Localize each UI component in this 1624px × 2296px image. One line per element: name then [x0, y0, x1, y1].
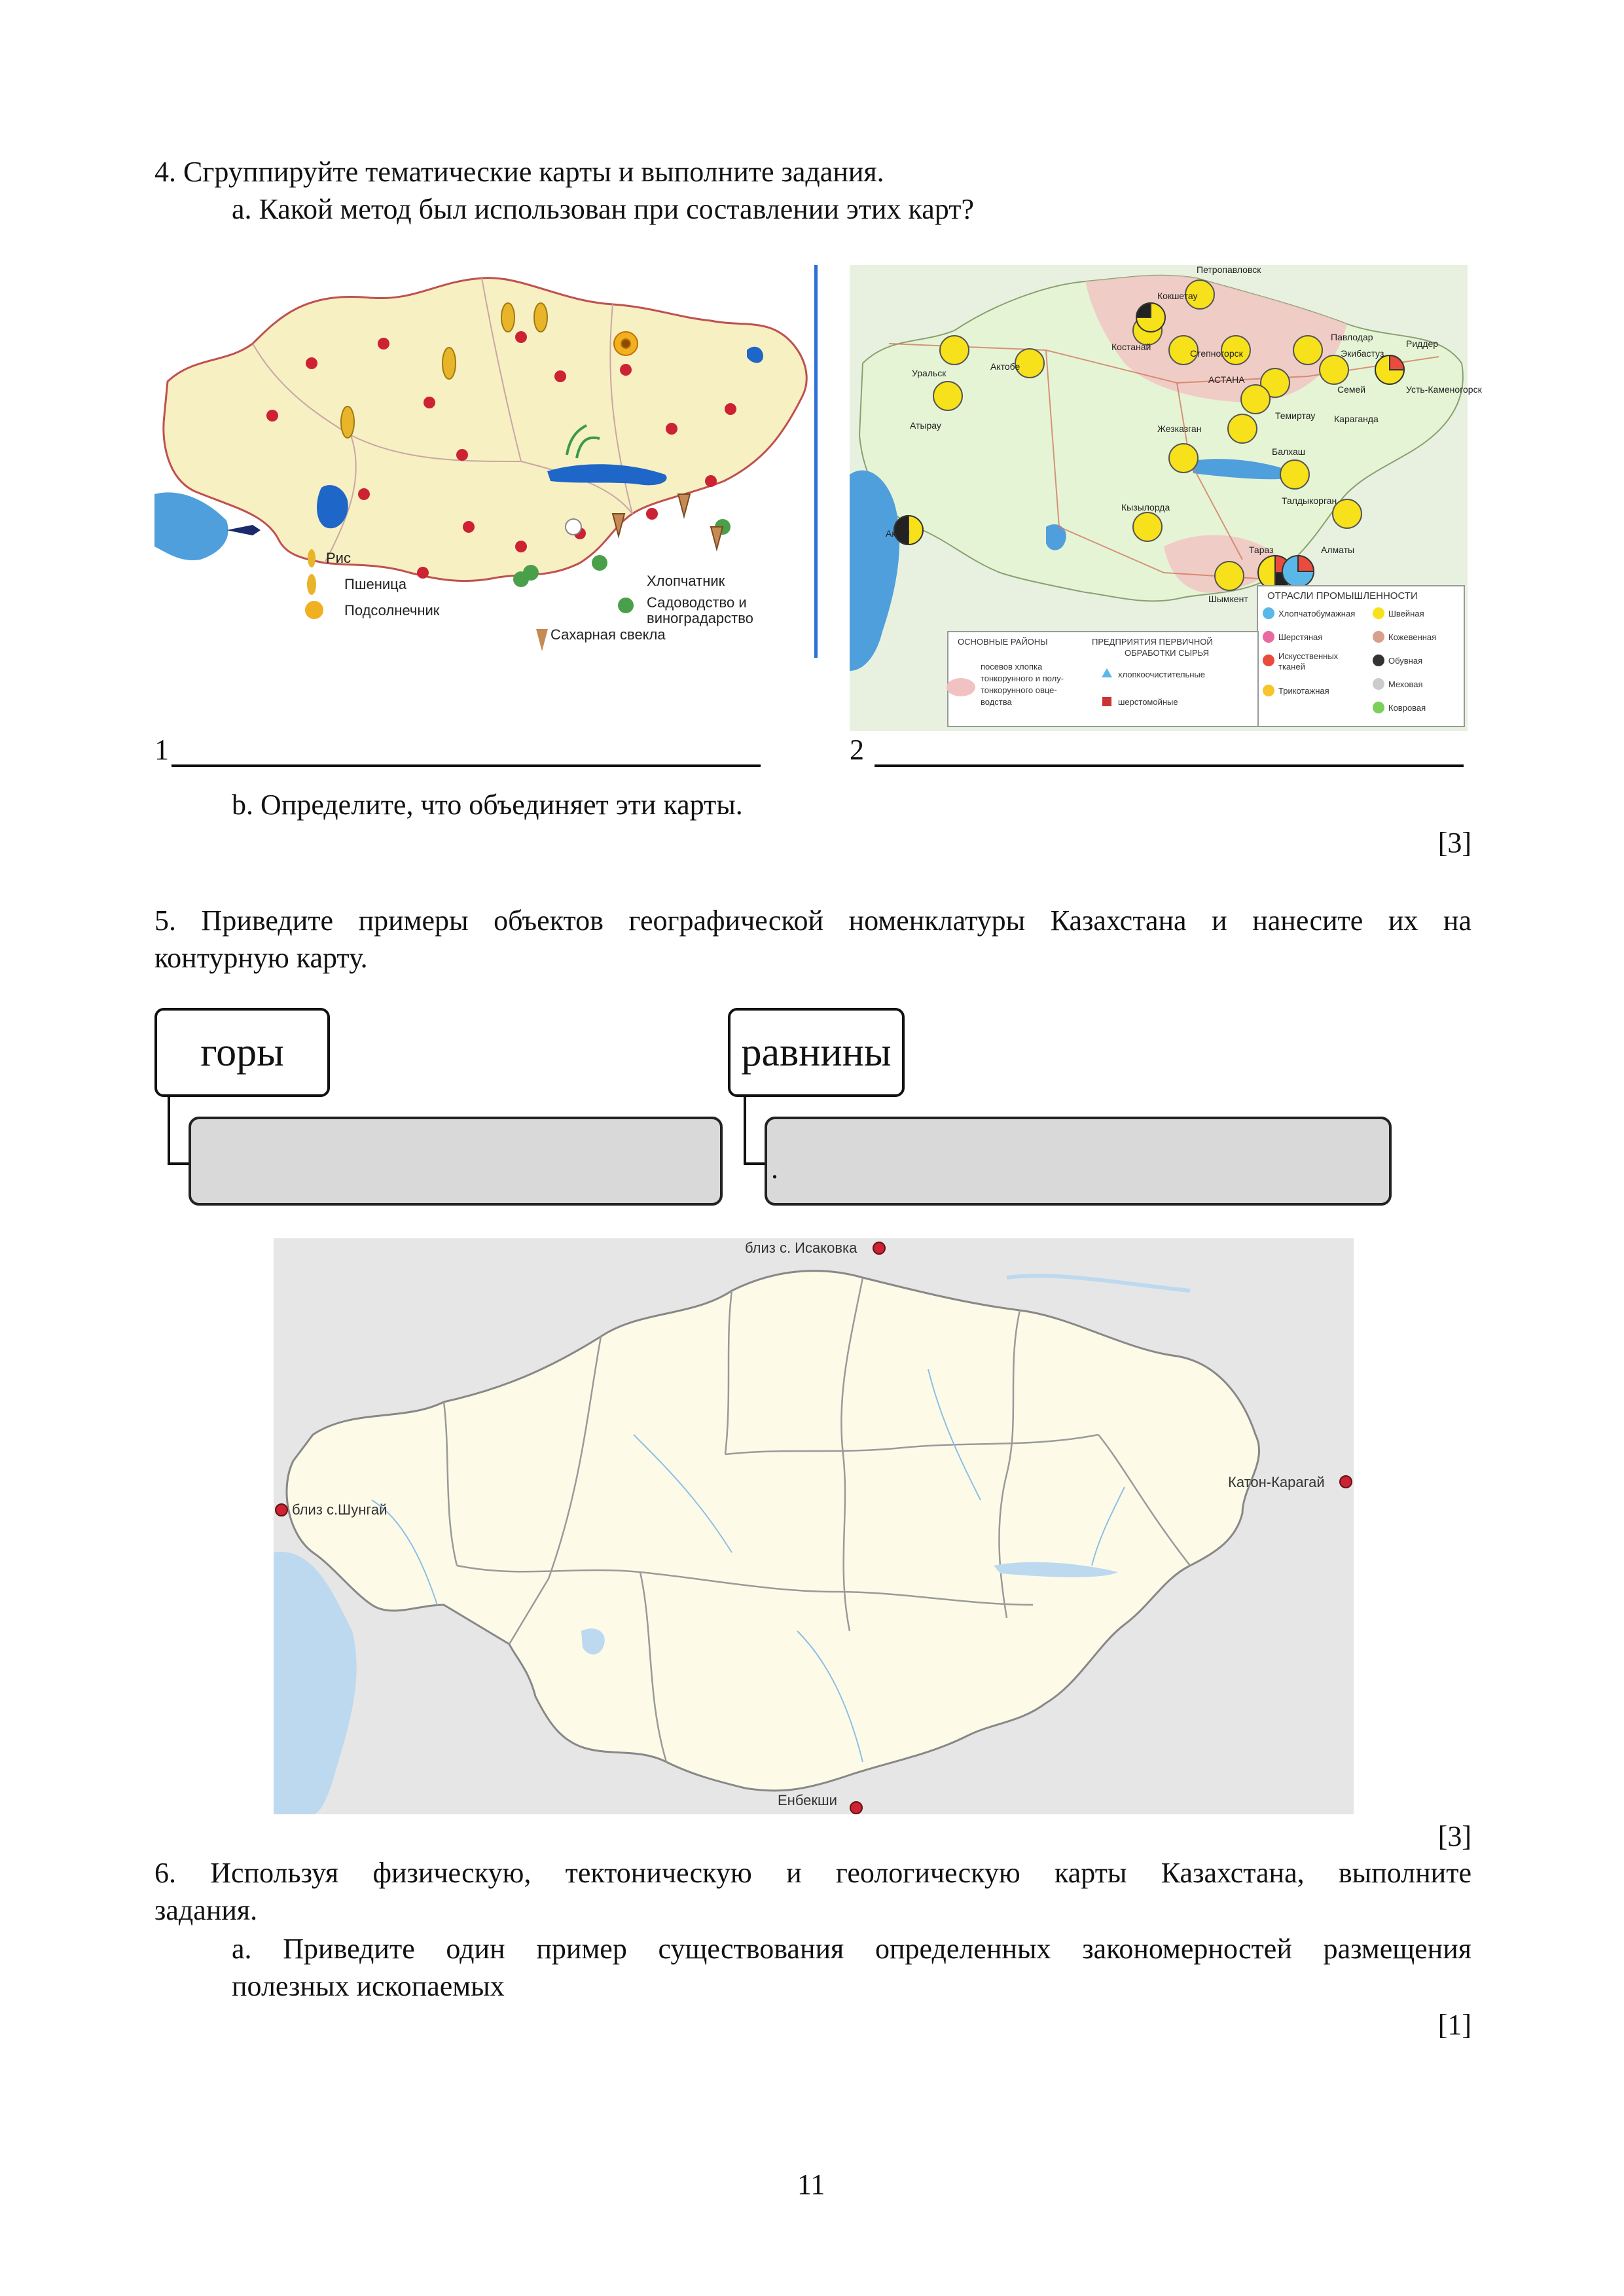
- task6-question-a-line2: полезных ископаемых: [232, 1970, 505, 2002]
- svg-text:Талдыкорган: Талдыкорган: [1282, 495, 1337, 506]
- answer1-line[interactable]: [171, 764, 761, 767]
- svg-text:Балхаш: Балхаш: [1272, 446, 1306, 457]
- svg-text:АСТАНА: АСТАНА: [1208, 374, 1245, 385]
- svg-text:Кокшетау: Кокшетау: [1157, 291, 1198, 301]
- svg-text:Хлопчатобумажная: Хлопчатобумажная: [1278, 609, 1356, 619]
- svg-text:ПРЕДПРИЯТИЯ ПЕРВИЧНОЙ: ПРЕДПРИЯТИЯ ПЕРВИЧНОЙ: [1092, 637, 1213, 647]
- svg-text:тканей: тканей: [1278, 662, 1305, 672]
- svg-text:Рис: Рис: [326, 550, 351, 566]
- mountains-answer-field[interactable]: [189, 1117, 723, 1206]
- svg-text:тонкорунного и полу-: тонкорунного и полу-: [981, 673, 1064, 683]
- svg-text:тонкорунного овце-: тонкорунного овце-: [981, 685, 1057, 695]
- svg-text:Усть-Каменогорск: Усть-Каменогорск: [1406, 384, 1482, 395]
- task6-score: [1]: [1437, 2009, 1471, 2041]
- answer2-line[interactable]: [875, 764, 1464, 767]
- connector-right-horizontal: [744, 1162, 767, 1165]
- page-number: 11: [797, 2168, 825, 2200]
- task5-title-line2: контурную карту.: [154, 942, 368, 974]
- svg-text:шерстомойные: шерстомойные: [1118, 697, 1178, 707]
- svg-text:близ с.Шунгай: близ с.Шунгай: [292, 1501, 388, 1518]
- connector-left-vertical: [168, 1094, 170, 1165]
- svg-text:Кызылорда: Кызылорда: [1121, 502, 1170, 512]
- svg-text:Петропавловск: Петропавловск: [1197, 264, 1261, 275]
- svg-text:ОБРАБОТКИ СЫРЬЯ: ОБРАБОТКИ СЫРЬЯ: [1125, 648, 1209, 658]
- answer1-number: 1: [154, 734, 169, 766]
- task4-question-a: а. Какой метод был использован при составлении этих карт?: [232, 193, 974, 225]
- task4-question-b: b. Определите, что объединяет эти карты.: [232, 789, 743, 821]
- task6-title-line1: 6. Используя физическую, тектоническую и геологическую карты Казахстана, выполните: [154, 1857, 1471, 1889]
- svg-text:Кожевенная: Кожевенная: [1388, 632, 1437, 642]
- svg-text:Хлопчатник: Хлопчатник: [647, 573, 725, 589]
- plains-answer-field[interactable]: [765, 1117, 1392, 1206]
- svg-text:Подсолнечник: Подсолнечник: [344, 602, 440, 619]
- svg-text:Искусственных: Искусственных: [1278, 651, 1339, 661]
- svg-text:Садоводство и: Садоводство и: [647, 594, 747, 611]
- svg-text:ОСНОВНЫЕ РАЙОНЫ: ОСНОВНЫЕ РАЙОНЫ: [958, 637, 1048, 647]
- svg-text:Степногорск: Степногорск: [1190, 348, 1243, 359]
- svg-text:водства: водства: [981, 697, 1012, 707]
- svg-text:Шерстяная: Шерстяная: [1278, 632, 1323, 642]
- svg-text:Катон-Карагай: Катон-Карагай: [1228, 1474, 1325, 1490]
- svg-text:Швейная: Швейная: [1388, 609, 1424, 619]
- svg-text:хлопкоочистительные: хлопкоочистительные: [1118, 670, 1205, 679]
- svg-text:Тараз: Тараз: [1249, 545, 1274, 555]
- task4-title: 4. Сгруппируйте тематические карты и выполните задания.: [154, 156, 884, 188]
- svg-text:виноградарство: виноградарство: [647, 610, 753, 626]
- svg-text:Костанай: Костанай: [1111, 342, 1151, 352]
- svg-text:Сахарная свекла: Сахарная свекла: [550, 626, 666, 643]
- task4-score: [3]: [1437, 827, 1471, 859]
- svg-text:Актобе: Актобе: [990, 361, 1020, 372]
- svg-text:Ковровая: Ковровая: [1388, 703, 1426, 713]
- industry-map: [850, 264, 1482, 731]
- svg-text:Семей: Семей: [1337, 384, 1366, 395]
- mountains-box: горы: [154, 1008, 330, 1097]
- svg-text:Актау: Актау: [886, 528, 910, 539]
- svg-text:Енбекши: Енбекши: [778, 1792, 837, 1808]
- task5-title-line1: 5. Приведите примеры объектов географической номенклатуры Казахстана и нанесите их на: [154, 905, 1471, 937]
- svg-text:Темиртау: Темиртау: [1275, 410, 1316, 421]
- svg-text:Уральск: Уральск: [912, 368, 947, 378]
- svg-text:Обувная: Обувная: [1388, 656, 1423, 666]
- connector-right-vertical: [744, 1094, 746, 1165]
- map-divider: [814, 265, 818, 658]
- task6-question-a-line1: а. Приведите один пример существования определенных закономерностей размещения: [232, 1933, 1471, 1965]
- svg-text:Трикотажная: Трикотажная: [1278, 686, 1329, 696]
- plains-box: равнины: [728, 1008, 905, 1097]
- answer2-number: 2: [850, 734, 864, 766]
- task5-score: [3]: [1437, 1820, 1471, 1852]
- svg-text:Алматы: Алматы: [1321, 545, 1355, 555]
- svg-text:Павлодар: Павлодар: [1331, 332, 1373, 342]
- svg-text:Меховая: Меховая: [1388, 679, 1423, 689]
- svg-text:ОТРАСЛИ ПРОМЫШЛЕННОСТИ: ОТРАСЛИ ПРОМЫШЛЕННОСТИ: [1267, 590, 1418, 601]
- svg-text:посевов хлопка: посевов хлопка: [981, 662, 1043, 672]
- svg-text:близ с. Исаковка: близ с. Исаковка: [745, 1240, 857, 1256]
- svg-text:Шымкент: Шымкент: [1208, 594, 1248, 604]
- svg-text:Жезказган: Жезказган: [1157, 423, 1202, 434]
- contour-map: [274, 1238, 1354, 1814]
- plains-answer-value: .: [771, 1153, 778, 1185]
- svg-text:Караганда: Караганда: [1334, 414, 1379, 424]
- task6-title-line2: задания.: [154, 1894, 258, 1926]
- connector-left-horizontal: [168, 1162, 191, 1165]
- svg-text:Экибастуз: Экибастуз: [1341, 348, 1384, 359]
- svg-text:Риддер: Риддер: [1406, 338, 1439, 349]
- svg-text:Атырау: Атырау: [910, 420, 941, 431]
- svg-text:Пшеница: Пшеница: [344, 576, 406, 592]
- crop-map: [154, 265, 818, 658]
